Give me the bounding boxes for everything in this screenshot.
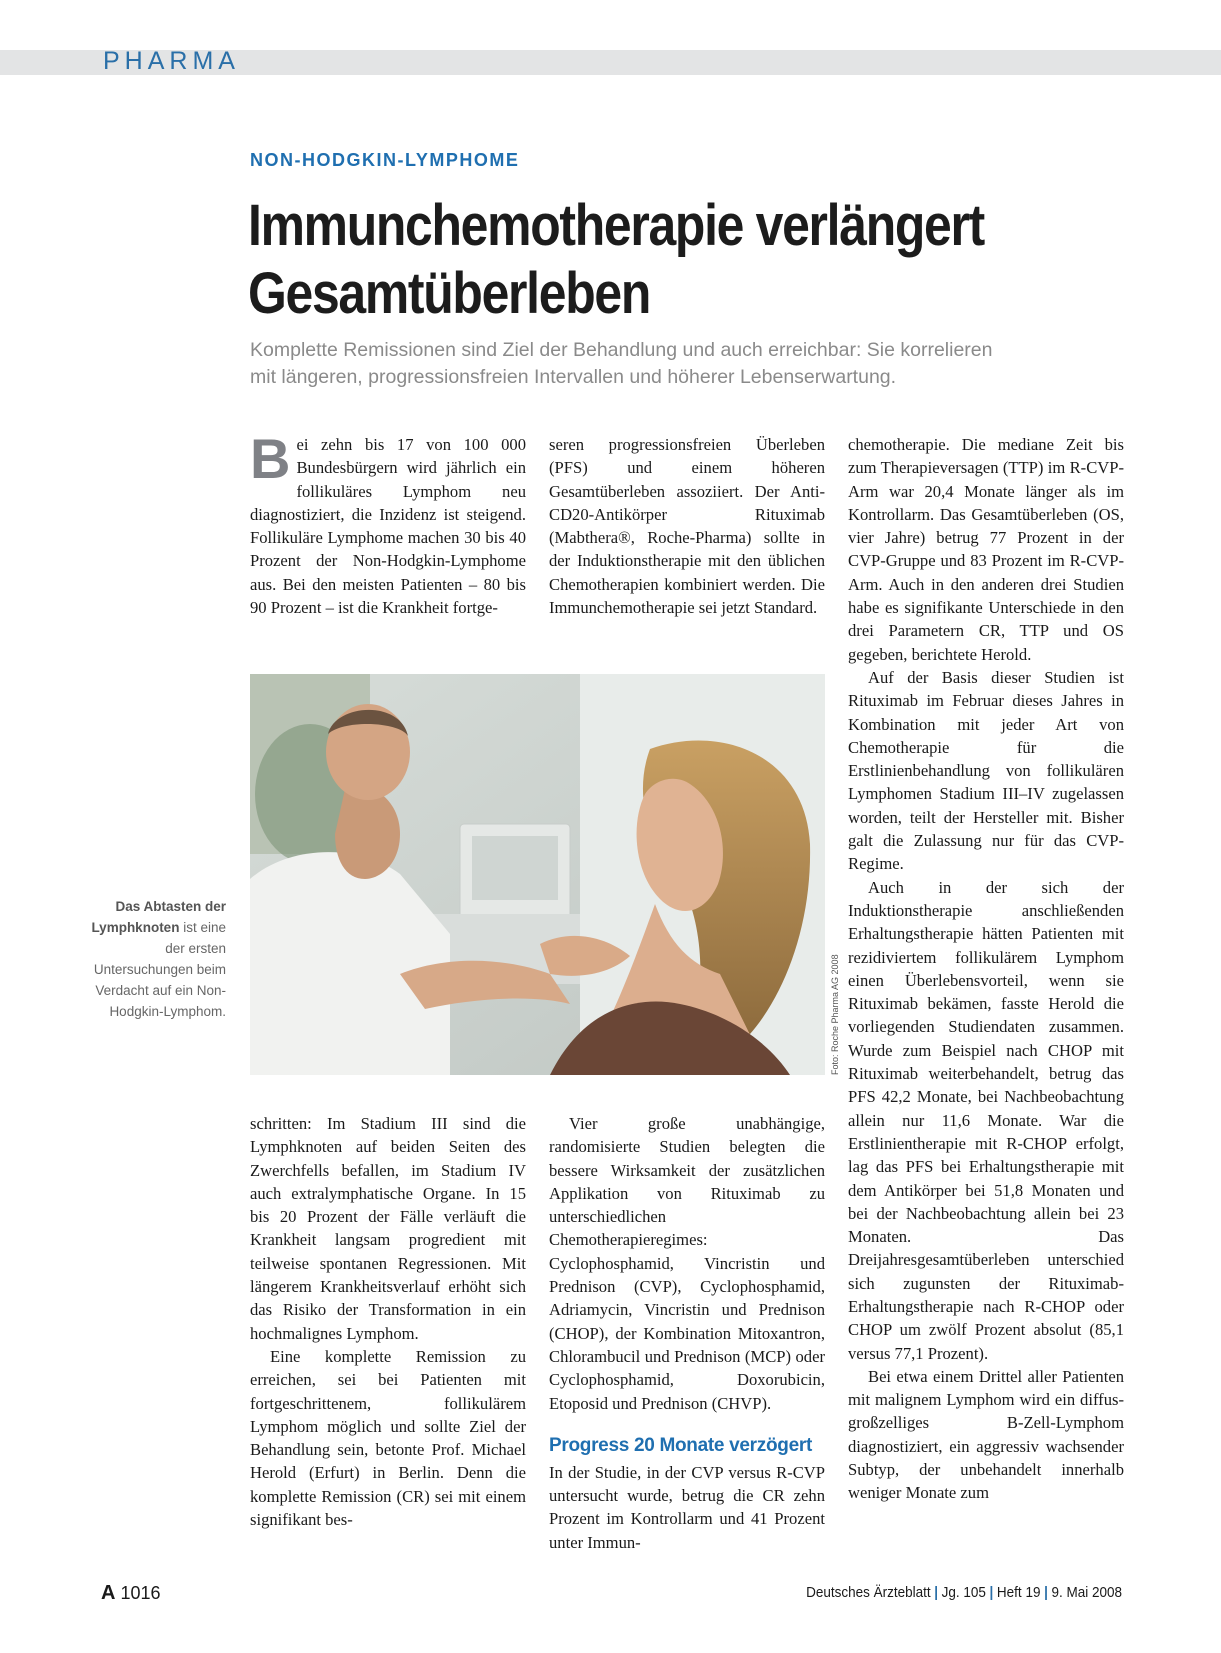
body-paragraph: Bei etwa einem Drittel aller Patienten mit malignem Lymphom wird ein diffus-großzelliges B-Zell-Lymphom diagnostiziert, ein aggressiv wachsender Subtyp, der unbehandelt innerhalb weniger Monate zum [848, 1366, 1124, 1503]
paragraph-text: ei zehn bis 17 von 100 000 Bundesbürgern wird jährlich ein follikuläres Lymphom neu diagnostiziert, die Inzidenz ist steigend. Follikuläre Lymphome machen 30 bis 40 Prozent der Non-Hodgkin-Lymphome aus. Bei den meisten Patienten – 80 bis 90 Prozent – ist die Krankheit fortge- [250, 435, 526, 618]
body-paragraph: Vier große unabhängige, randomisierte Studien belegten die bessere Wirksamkeit der zusätzlichen Applikation von Rituximab zu unterschiedlichen Chemotherapieregimes: Cyclophosphamid, Vincristin und Prednison (CVP), Cyclophosphamid, Adriamycin, Vincristin und Prednison (CHOP), der Kombination Mitoxantron, Chlorambucil und Prednison (MCP) oder Cyclophosphamid, Doxorubicin, Etoposid und Prednison (CHVP). [549, 1114, 825, 1413]
photo-doctor-palpating-lymph-nodes-icon [250, 674, 825, 1075]
headline-line-2: Gesamtüberleben [248, 261, 651, 326]
drop-cap: B [250, 427, 291, 490]
article-headline [248, 192, 1022, 328]
body-paragraph: Auch in der sich der Induktionstherapie anschließenden Erhaltungstherapie hätten Patienten mit rezidiviertem follikulärem Lymphom einen Überlebensvorteil, wenn sie Rituximab bekämen, fasste Herold die vorliegenden Studiendaten zusammen. Wurde zum Beispiel nach CHOP mit Rituximab weiterbehandelt, betrug das PFS 42,2 Monate, bei Nachbeobachtung allein nur 11,6 Monate. War die Erstlinientherapie mit R-CHOP erfolgt, lag das PFS bei Erhaltungstherapie mit dem Antikörper bei 51,8 Monaten und bei der Nachbeobachtung allein bei 23 Monaten. Das Dreijahresgesamtüberleben unterschied sich zugunsten der Rituximab-Erhaltungstherapie nach R-CHOP oder CHOP um zwölf Prozent absolut (85,1 versus 77,1 Prozent). [848, 877, 1124, 1363]
journal-date: 9. Mai 2008 [1051, 1584, 1122, 1601]
photo-caption [90, 896, 226, 1022]
body-column-1-top [250, 427, 526, 619]
journal-footer [806, 1584, 1122, 1601]
journal-issue: Heft 19 [996, 1584, 1041, 1601]
footer-separator: | [1044, 1584, 1048, 1601]
body-paragraph: schritten: Im Stadium III sind die Lymphknoten auf beiden Seiten des Zwerchfells befallen, im Stadium IV auch extralymphatische Organe. In 15 bis 20 Prozent der Fälle verläuft die Krankheit langsam progredient mit teilweise spontanen Regressionen. Mit längerem Krankheitsverlauf erhöht sich das Risiko der Transformation in ein hochmalignes Lymphom. [250, 1114, 526, 1343]
article-photo [250, 674, 825, 1075]
lead-line-1: Komplette Remissionen sind Ziel der Behandlung und auch erreichbar: Sie korrelieren [250, 339, 993, 361]
body-column-3 [848, 433, 1124, 1505]
headline-line-1: Immunchemotherapie verlängert [248, 193, 984, 258]
body-column-1-bottom [250, 1112, 526, 1531]
body-paragraph: seren progressionsfreien Überleben (PFS) und einem höheren Gesamtüberleben assoziiert. Der Anti-CD20-Antikörper Rituximab (Mabthera®, Roche-Pharma) sollte in der Induktionstherapie mit den üblichen Chemotherapien kombiniert werden. Die Immunchemotherapie sei jetzt Standard. [549, 435, 825, 618]
page-prefix: A [101, 1582, 116, 1604]
photo-credit: Foto: Roche Pharma AG 2008 [830, 954, 840, 1075]
journal-volume: Jg. 105 [941, 1584, 986, 1601]
body-paragraph: In der Studie, in der CVP versus R-CVP untersucht wurde, betrug die CR zehn Prozent im Kontrollarm und 41 Prozent unter Immun- [549, 1462, 825, 1552]
body-column-2-bottom [549, 1112, 825, 1554]
caption-bold: Das Abtasten der Lymphknoten [91, 899, 226, 935]
footer-separator: | [934, 1584, 939, 1601]
section-label: PHARMA [103, 47, 240, 75]
lead-line-2: mit längeren, progressionsfreien Intervallen und höherer Lebenserwartung. [250, 366, 897, 388]
body-paragraph: Eine komplette Remission zu erreichen, sei bei Patienten mit fortgeschrittenem, follikulärem Lymphom möglich und sollte Ziel der Behandlung sein, betonte Prof. Michael Herold (Erfurt) in Berlin. Denn die komplette Remission (CR) sei mit einem signifikant bes- [250, 1346, 526, 1530]
page-number-value: 1016 [120, 1583, 161, 1603]
body-paragraph: Auf der Basis dieser Studien ist Rituximab im Februar dieses Jahres in Kombination mit jeder Art von Chemotherapie für die Erstlinienbehandlung von follikulären Lymphomen Stadium III–IV zugelassen worden, teilt der Hersteller mit. Bisher galt die Zulassung nur für das CVP-Regime. [848, 667, 1124, 874]
article-lead [250, 337, 1130, 391]
body-paragraph: chemotherapie. Die mediane Zeit bis zum Therapieversagen (TTP) im R-CVP-Arm war 20,4 Monate länger als im Kontrollarm. Das Gesamtüberleben (OS, vier Jahre) betrug 77 Prozent in der CVP-Gruppe und 83 Prozent im R-CVP-Arm. Auch in den anderen drei Studien habe es signifikante Unterschiede in den drei Parametern CR, TTP und OS gegeben, berichtete Herold. [848, 435, 1124, 664]
body-column-2-top [549, 433, 825, 619]
article-subhead: Progress 20 Monate verzögert [549, 1434, 812, 1456]
page-number [101, 1582, 161, 1605]
footer-separator: | [989, 1584, 994, 1601]
caption-text: ist eine der ersten Untersuchungen beim Verdacht auf ein Non-Hodgkin-Lymphom. [93, 920, 226, 1019]
journal-name: Deutsches Ärzteblatt [806, 1584, 931, 1601]
article-kicker: NON-HODGKIN-LYMPHOME [250, 150, 520, 170]
body-paragraph [250, 427, 526, 619]
